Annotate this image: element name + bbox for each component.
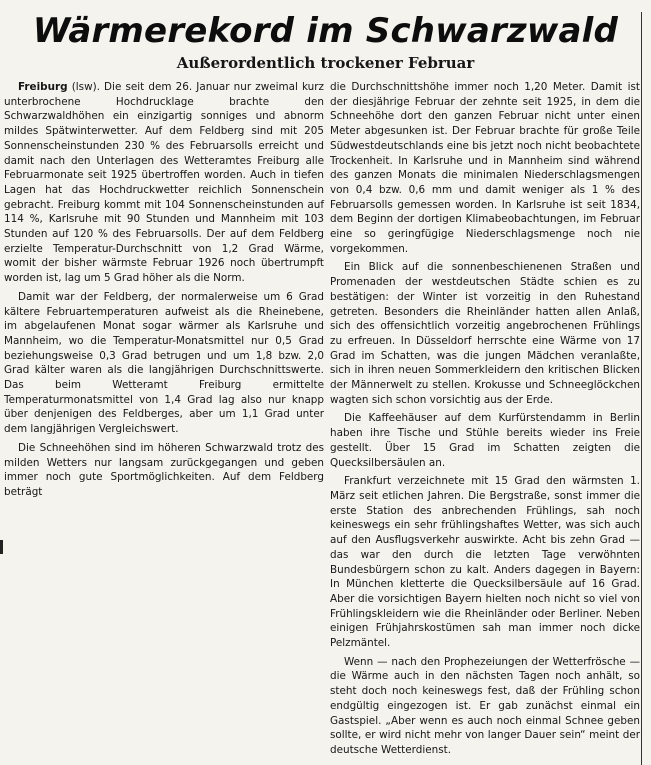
dateline: Freiburg (18, 81, 68, 93)
margin-mark (0, 540, 3, 554)
paragraph-3: Die Schneehöhen sind im höheren Schwarzwald trotz des milden Wetters nur langsam zurückgegangen und geben immer noch gute Sportmöglichkeiten. Auf dem Feldberg beträgt (4, 441, 324, 498)
paragraph-2: Damit war der Feldberg, der normalerweise um 6 Grad kältere Februartemperaturen aufweist als die Rheinebene, im abgelaufenen Monat sogar wärmer als Karlsruhe und Mannheim, wo die Temperatur-Monatsmittel nur 0,5 Grad beziehungsweise 0,3 Grad betrugen und um 1,8 bzw. 2,0 Grad kälter waren als die langjährigen Durchschnittswerte. Das beim Wetteramt Freiburg ermittelte Temperaturmonatsmittel von 1,4 Grad lag also nur knapp über denjenigen des Feldberges, aber um 1,1 Grad unter dem langjährigen Vergleichswert. (4, 290, 324, 436)
column-rule (641, 12, 642, 765)
paragraph-1 (4, 80, 324, 286)
headline: Wärmerekord im Schwarzwald (32, 11, 619, 51)
paragraph-8: Wenn — nach den Prophezeiungen der Wetterfrösche — die Wärme auch in den nächsten Tagen noch anhält, so steht doch noch keineswegs fest, daß der Frühling schon endgültig eingezogen ist. Er gab zunächst einmal ein Gastspiel. „Aber wenn es auch noch einmal Schnee geben sollte, er wird nicht mehr von langer Dauer sein“ meint der deutsche Wetterdienst. (330, 655, 640, 756)
paragraph-7: Frankfurt verzeichnete mit 15 Grad den wärmsten 1. März seit etlichen Jahren. Die Bergstraße, sonst immer die erste Station des anbrechenden Frühlings, sah noch keineswegs ein sehr frühlingshaftes Wetter, was sich auch auf den Ausflugsverkehr auswirkte. Acht bis zehn Grad — das war den durch die letzten Tage verwöhnten Bundesbürgern schon zu kalt. Anders dagegen in Bayern: In München kletterte die Quecksilbersäule auf 16 Grad. Aber die vorsichtigen Bayern hielten noch nicht so viel von Frühlingskleidern wie die Rheinländer oder Berliner. Neben einigen Frühjahrskostümen sah man immer noch dicke Pelzmäntel. (330, 475, 640, 650)
subheadline: Außerordentlich trockener Februar (176, 54, 475, 72)
paragraph-5: Ein Blick auf die sonnenbeschienenen Straßen und Promenaden der westdeutschen Städte schien es zu bestätigen: der Winter ist vorzeitig in den Ruhestand getreten. Besonders die Rheinländer hatten allen Anlaß, sich des offensichtlich vorzeitig angebrochenen Frühlings zu erfreuen. In Düsseldorf herrschte eine Wärme von 17 Grad im Schatten, was die jungen Mädchen veranlaßte, sich in ihren neuen Sommerkleidern den kritischen Blicken der Männerwelt zu stellen. Krokusse und Schneeglöckchen wagten sich schon vorsichtig aus der Erde. (330, 261, 640, 406)
paragraph-1-text: (lsw). Die seit dem 26. Januar nur zweimal kurz unterbrochene Hochdrucklage brachte den Schwarzwaldhöhen ein einzigartig sonniges und abnorm mildes Spätwinterwetter. Auf dem Feldberg sind mit 205 Sonnenscheinstunden 230 % des Februarsolls erreicht und damit nach den Unterlagen des Wetteramtes Freiburg alle Februarmonate seit 1925 übertroffen worden. Auch in tiefen Lagen hat das Hochdruckwetter reichlich Sonnenschein gebracht. Freiburg kommt mit 104 Sonnenscheinstunden auf 114 %, Karlsruhe mit 90 Stunden und Mannheim mit 103 Stunden auf 120 % des Februarsolls. Der auf dem Feldberg erzielte Temperatur-Durchschnitt von 1,2 Grad Wärme, womit der bisher wärmste Februar 1926 noch übertrumpft worden ist, lag um 5 Grad höher als die Norm. (4, 81, 324, 285)
article-column-left (4, 80, 324, 504)
paragraph-6: Die Kaffeehäuser auf dem Kurfürstendamm in Berlin haben ihre Tische und Stühle bereits wieder ins Freie gestellt. Über 15 Grad im Schatten zeigten die Quecksilbersäulen an. (330, 412, 640, 469)
article-column-right (330, 80, 640, 762)
paragraph-4: die Durchschnittshöhe immer noch 1,20 Meter. Damit ist der diesjährige Februar der zehnte seit 1925, in dem die Schneehöhe dort den ganzen Februar nicht unter einen Meter abgesunken ist. Der Februar brachte für große Teile Südwestdeutschlands eine bis jetzt noch nicht beobachtete Trockenheit. In Karlsruhe und in Mannheim sind während des ganzen Monats die minimalen Niederschlagsmengen von 0,4 bzw. 0,6 mm und damit weniger als 1 % des Februarsolls gemessen worden. In Karlsruhe ist seit 1834, dem Beginn der dortigen Klimabeobachtungen, im Februar eine so geringfügige Niederschlagsmenge noch nie vorgekommen. (330, 81, 640, 255)
